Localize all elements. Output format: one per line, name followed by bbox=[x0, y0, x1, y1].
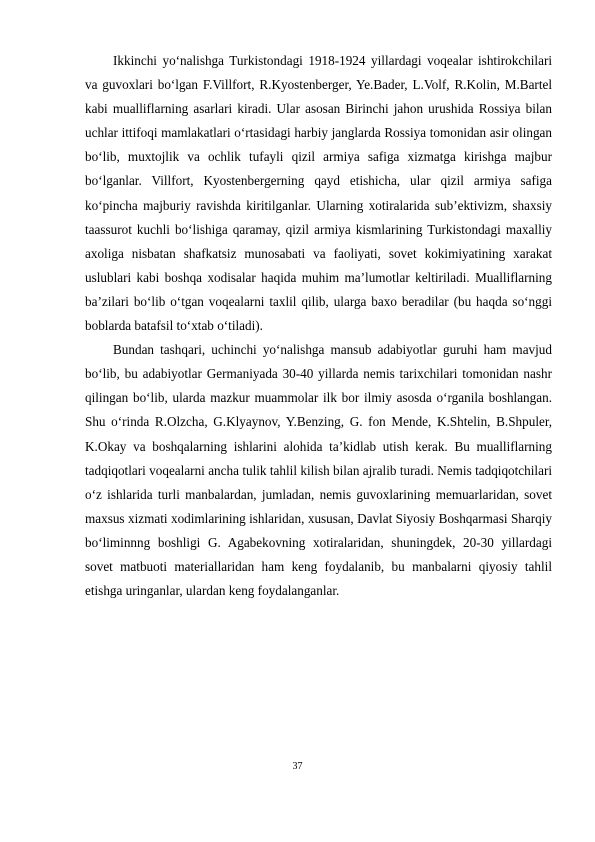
paragraph-1: Ikkinchi yo‘nalishga Turkistondagi 1918-1924 yillardagi voqealar ishtirokchilari va guvoxlari bo‘lgan F.Villfort, R.Kyostenberger, Ye.Bader, L.Volf, R.Kolin, M.Bartel kabi mualliflarning asarlari kiradi. Ular asosan Birinchi jahon urushida Rossiya bilan uchlar ittifoqi mamlakatlari o‘rtasidagi harbiy janglarda Rossiya tomonidan asir olingan bo‘lib, muxtojlik va ochlik tufayli qizil armiya safiga xizmatga kirishga majbur bo‘lganlar. Villfort, Kyostenbergerning qayd etishicha, ular qizil armiya safiga ko‘pincha majburiy ravishda kiritilganlar. Ularning xotiralarida sub’ektivizm, shaxsiy taassurot kuchli bo‘lishiga qaramay, qizil armiya kismlarining Turkistondagi maxalliy axoliga nisbatan shafkatsiz munosabati va faoliyati, sovet kokimiyatining xarakat uslublari kabi boshqa xodisalar haqida muhim ma’lumotlar keltiriladi. Mualliflarning ba’zilari bo‘lib o‘tgan voqealarni taxlil qilib, ularga baxo beradilar (bu haqda so‘nggi boblarda batafsil to‘xtab o‘tiladi). bbox=[85, 53, 552, 334]
paragraph-2: Bundan tashqari, uchinchi yo‘nalishga mansub adabiyotlar guruhi ham mavjud bo‘lib, bu adabiyotlar Germaniyada 30-40 yillarda nemis tarixchilari tomonidan nashr qilingan bo‘lib, ularda mazkur muammolar ilk bor ilmiy asosda o‘rganila boshlangan. Shu o‘rinda R.Olzcha, G.Klyaynov, Y.Benzing, G. fon Mende, K.Shtelin, B.Shpuler, K.Okay va boshqalarning ishlarini alohida ta’kidlab utish kerak. Bu mualliflarning tadqiqotlari voqealarni ancha tulik tahlil kilish bilan ajralib turadi. Nemis tadqiqotchilari o‘z ishlarida turli manbalardan, jumladan, nemis guvoxlarining memuarlaridan, sovet maxsus xizmati xodimlarining ishlaridan, xususan, Davlat Siyosiy Boshqarmasi Sharqiy bo‘liminnng boshligi G. Agabekovning xotiralaridan, shuningdek, 20-30 yillardagi sovet matbuoti materiallaridan ham keng foydalanib, bu manbalarni qiyosiy tahlil etishga uringanlar, ulardan keng foydalanganlar. bbox=[85, 342, 552, 599]
page-number: 37 bbox=[292, 761, 303, 772]
page-body bbox=[85, 49, 552, 603]
